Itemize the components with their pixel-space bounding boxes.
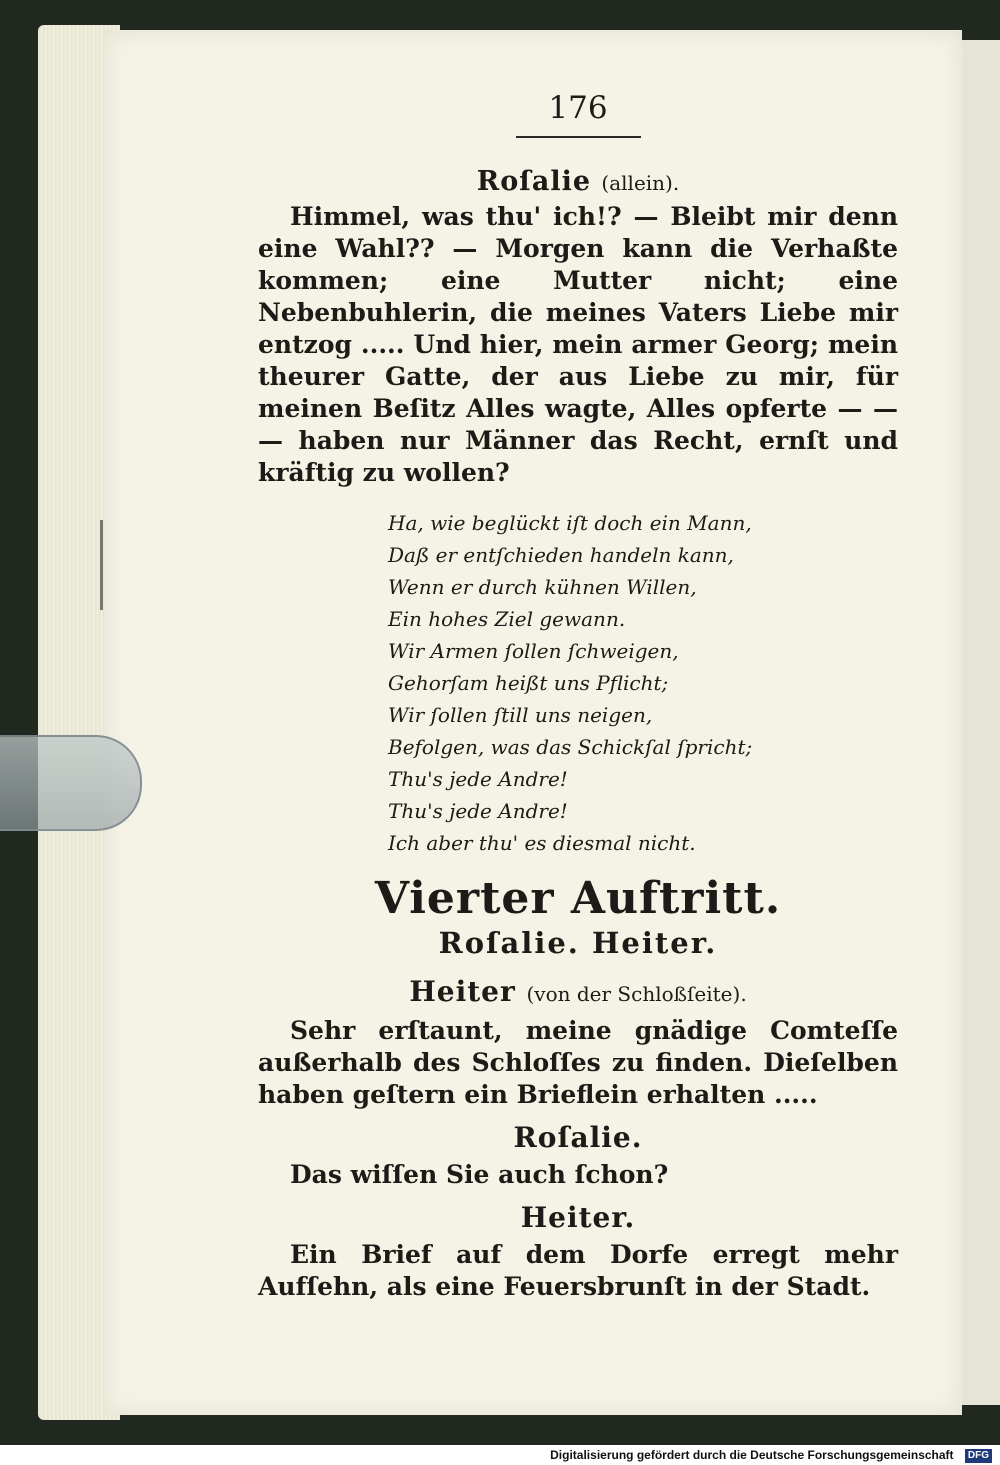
speaker-heiter-2: Heiter. bbox=[520, 1201, 636, 1234]
speaker-name: Roſalie bbox=[476, 166, 592, 197]
scene-title: Vierter Auftritt. bbox=[374, 873, 782, 924]
digitization-footer bbox=[0, 1445, 1000, 1465]
stage-direction: (von der Schloßſeite). bbox=[526, 982, 747, 1006]
dfg-logo-icon: DFG bbox=[965, 1449, 992, 1463]
footer-credit: Digitalisierung gefördert durch die Deutsche Forschungsgemeinschaft bbox=[550, 1448, 954, 1462]
verse-line: Befolgen, was das Schickſal ſpricht; bbox=[388, 735, 753, 759]
speaker-name: Heiter bbox=[409, 975, 516, 1008]
page-content bbox=[258, 90, 898, 1303]
verse-line: Daß er entſchieden handeln kann, bbox=[388, 543, 734, 567]
speaker-rosalie-2: Roſalie. bbox=[513, 1121, 643, 1154]
verse-line: Ha, wie beglückt iſt doch ein Mann, bbox=[388, 511, 752, 535]
speaker-heiter bbox=[258, 975, 898, 1011]
stage-direction: (allein). bbox=[601, 171, 680, 195]
verse-line: Wir Armen ſollen ſchweigen, bbox=[388, 639, 679, 663]
header-rule bbox=[516, 136, 641, 138]
speaker-rosalie bbox=[258, 166, 898, 199]
verse-line: Wenn er durch kühnen Willen, bbox=[388, 575, 697, 599]
heiter-paragraph-2: Ein Brief auf dem Dorfe erregt mehr Aufſehn, als eine Feuersbrunſt in der Stadt. bbox=[258, 1240, 898, 1301]
verse-line: Thu's jede Andre! bbox=[388, 799, 568, 823]
scene-cast: Roſalie. Heiter. bbox=[438, 926, 718, 960]
verse-line: Thu's jede Andre! bbox=[388, 767, 568, 791]
rosalie-line: Das wiſſen Sie auch ſchon? bbox=[290, 1160, 669, 1189]
page-number: 176 bbox=[548, 90, 608, 126]
verse-line: Gehorſam heißt uns Pflicht; bbox=[388, 671, 669, 695]
verse-line: Ein hohes Ziel gewann. bbox=[388, 607, 626, 631]
page-clip bbox=[0, 735, 142, 831]
verse-block bbox=[388, 507, 898, 859]
verse-line: Ich aber thu' es diesmal nicht. bbox=[388, 831, 696, 855]
gutter-mark bbox=[100, 520, 103, 610]
heiter-paragraph: Sehr erſtaunt, meine gnädige Comteſſe außerhalb des Schloſſes zu finden. Dieſelben haben geſtern ein Brieflein erhalten ..... bbox=[258, 1016, 898, 1109]
monologue-paragraph: Himmel, was thu' ich!? — Bleibt mir denn eine Wahl?? — Morgen kann die Verhaßte kommen; eine Mutter nicht; eine Nebenbuhlerin, die meines Vaters Liebe mir entzog ..... Und hier, mein armer Georg; mein theurer Gatte, der aus Liebe zu mir, für meinen Beſitz Alles wagte, Alles opferte — — — haben nur Männer das Recht, ernſt und kräftig zu wollen? bbox=[258, 202, 898, 487]
verse-line: Wir ſollen ſtill uns neigen, bbox=[388, 703, 653, 727]
